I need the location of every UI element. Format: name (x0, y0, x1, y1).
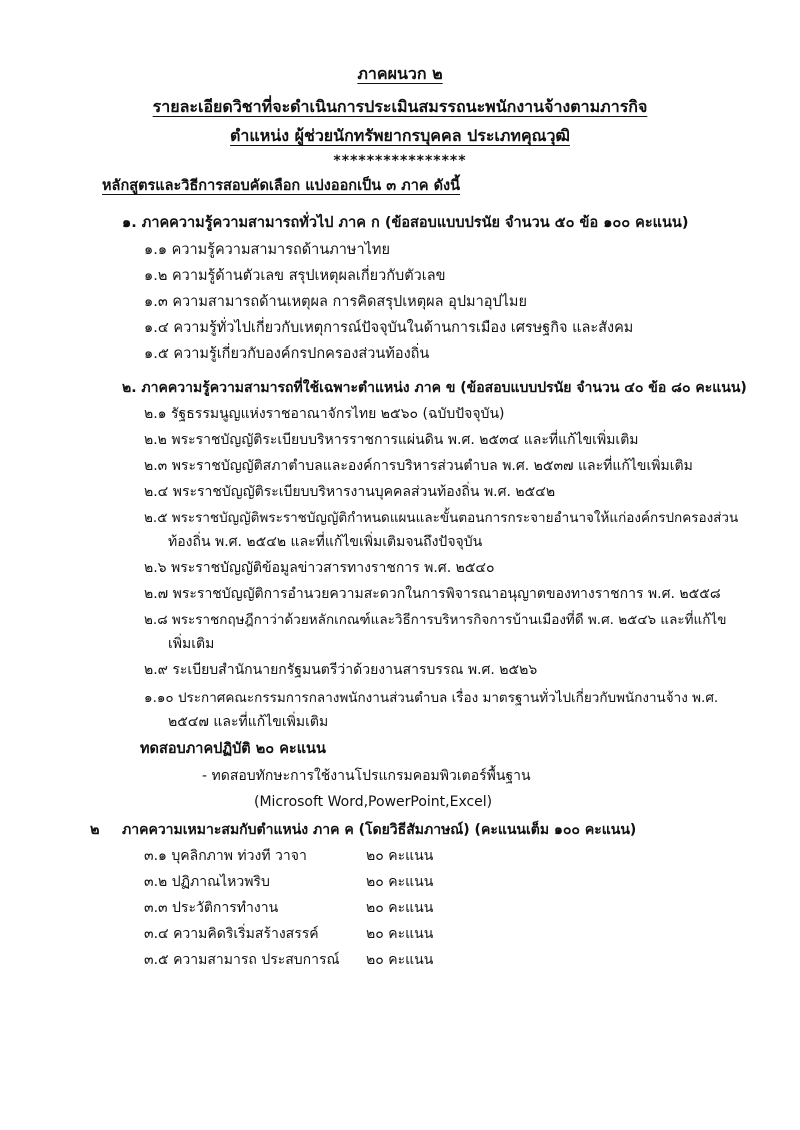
section-3-item-score: ๒๐ คะแนน (366, 952, 434, 968)
section-2-item-continuation: ๒๕๔๗ และที่แก้ไขเพิ่มเติม (168, 714, 329, 730)
section-2-item: ๑.๑๐ ประกาศคณะกรรมการกลางพนักงานส่วนตำบล เรื่อง มาตรฐานทั่วไปเกี่ยวกับพนักงานจ้าง พ.ศ. (144, 690, 719, 706)
practical-test-heading: ทดสอบภาคปฏิบัติ ๒๐ คะแนน (140, 741, 326, 757)
section-3-heading: ภาคความเหมาะสมกับตำแหน่ง ภาค ค (โดยวิธีสัมภาษณ์) (คะแนนเต็ม ๑๐๐ คะแนน) (122, 822, 637, 838)
section-3-item-label: ๓.๕ ความสามารถ ประสบการณ์ (144, 952, 340, 968)
section-1-item: ๑.๑ ความรู้ความสามารถด้านภาษาไทย (144, 242, 390, 258)
section-3-number: ๒ (90, 822, 100, 838)
section-2-heading: ๒. ภาคความรู้ความสามารถที่ใช้เฉพาะตำแหน่ง ภาค ข (ข้อสอบแบบปรนัย จำนวน ๔๐ ข้อ ๘๐ คะแนน) (122, 380, 747, 396)
section-3-item-score: ๒๐ คะแนน (366, 926, 434, 942)
section-3-item-score: ๒๐ คะแนน (366, 848, 434, 864)
section-3-item-label: ๓.๑ บุคลิกภาพ ท่วงที วาจา (144, 848, 307, 864)
section-3-item (144, 872, 270, 892)
section-3-item-score: ๒๐ คะแนน (366, 900, 434, 916)
section-3-item (144, 846, 307, 866)
section-3-item (144, 950, 340, 970)
section-1-heading: ๑. ภาคความรู้ความสามารถทั่วไป ภาค ก (ข้อสอบแบบปรนัย จำนวน ๕๐ ข้อ ๑๐๐ คะแนน) (122, 215, 689, 231)
section-1-item: ๑.๒ ความรู้ด้านตัวเลข สรุปเหตุผลเกี่ยวกับตัวเลข (144, 268, 446, 284)
section-2-item-continuation: เพิ่มเติม (168, 636, 215, 652)
exam-intro: หลักสูตรและวิธีการสอบคัดเลือก แบ่งออกเป็น ๓ ภาค ดังนี้ (102, 178, 461, 194)
document-title-line-2: ตำแหน่ง ผู้ช่วยนักทรัพยากรบุคคล ประเภทคุณวุฒิ (230, 126, 570, 145)
section-3-item (144, 924, 319, 944)
section-2-item: ๒.๕ พระราชบัญญัติพระราชบัญญัติกำหนดแผนและขั้นตอนการกระจายอำนาจให้แก่องค์กรปกครองส่วน (144, 510, 739, 526)
section-2-item: ๒.๖ พระราชบัญญัติข้อมูลข่าวสารทางราชการ พ.ศ. ๒๕๔๐ (144, 560, 495, 576)
section-3-item-score: ๒๐ คะแนน (366, 874, 434, 890)
section-2-item: ๒.๗ พระราชบัญญัติการอำนวยความสะดวกในการพิจารณาอนุญาตของทางราชการ พ.ศ. ๒๕๕๘ (144, 586, 721, 602)
appendix-title: ภาคผนวก ๒ (357, 64, 443, 83)
practical-test-item: - ทดสอบทักษะการใช้งานโปรแกรมคอมพิวเตอร์พื้นฐาน (202, 768, 531, 784)
star-divider: **************** (333, 153, 467, 169)
section-3-item-label: ๓.๔ ความคิดริเริ่มสร้างสรรค์ (144, 926, 319, 942)
practical-test-apps: (Microsoft Word,PowerPoint,Excel) (254, 794, 493, 810)
section-3-item-label: ๓.๓ ประวัติการทำงาน (144, 900, 279, 916)
section-1-item: ๑.๓ ความสามารถด้านเหตุผล การคิดสรุปเหตุผล อุปมาอุปไมย (144, 294, 527, 310)
section-2-item: ๒.๘ พระราชกฤษฎีกาว่าด้วยหลักเกณฑ์และวิธีการบริหารกิจการบ้านเมืองที่ดี พ.ศ. ๒๕๔๖ และที่แก้ไข (144, 612, 727, 628)
section-2-item: ๒.๙ ระเบียบสำนักนายกรัฐมนตรีว่าด้วยงานสารบรรณ พ.ศ. ๒๕๒๖ (144, 662, 538, 678)
section-3-item (144, 898, 278, 918)
section-3-item-label: ๓.๒ ปฏิภาณไหวพริบ (144, 874, 270, 890)
document-title-line-1: รายละเอียดวิชาที่จะดำเนินการประเมินสมรรถนะพนักงานจ้างตามภารกิจ (152, 97, 648, 116)
section-2-item: ๒.๔ พระราชบัญญัติระเบียบบริหารงานบุคคลส่วนท้องถิ่น พ.ศ. ๒๕๔๒ (144, 484, 556, 500)
section-1-item: ๑.๕ ความรู้เกี่ยวกับองค์กรปกครองส่วนท้องถิ่น (144, 346, 430, 362)
section-2-item: ๒.๑ รัฐธรรมนูญแห่งราชอาณาจักรไทย ๒๕๖๐ (ฉบับปัจจุบัน) (144, 406, 505, 422)
section-2-item: ๒.๓ พระราชบัญญัติสภาตำบลและองค์การบริหารส่วนตำบล พ.ศ. ๒๕๓๗ และที่แก้ไขเพิ่มเติม (144, 458, 693, 474)
section-2-item: ๒.๒ พระราชบัญญัติระเบียบบริหารราชการแผ่นดิน พ.ศ. ๒๕๓๔ และที่แก้ไขเพิ่มเติม (144, 432, 639, 448)
section-2-item-continuation: ท้องถิ่น พ.ศ. ๒๕๔๒ และที่แก้ไขเพิ่มเติมจนถึงปัจจุบัน (168, 534, 483, 550)
section-1-item: ๑.๔ ความรู้ทั่วไปเกี่ยวกับเหตุการณ์ปัจจุบันในด้านการเมือง เศรษฐกิจ และสังคม (144, 320, 634, 336)
